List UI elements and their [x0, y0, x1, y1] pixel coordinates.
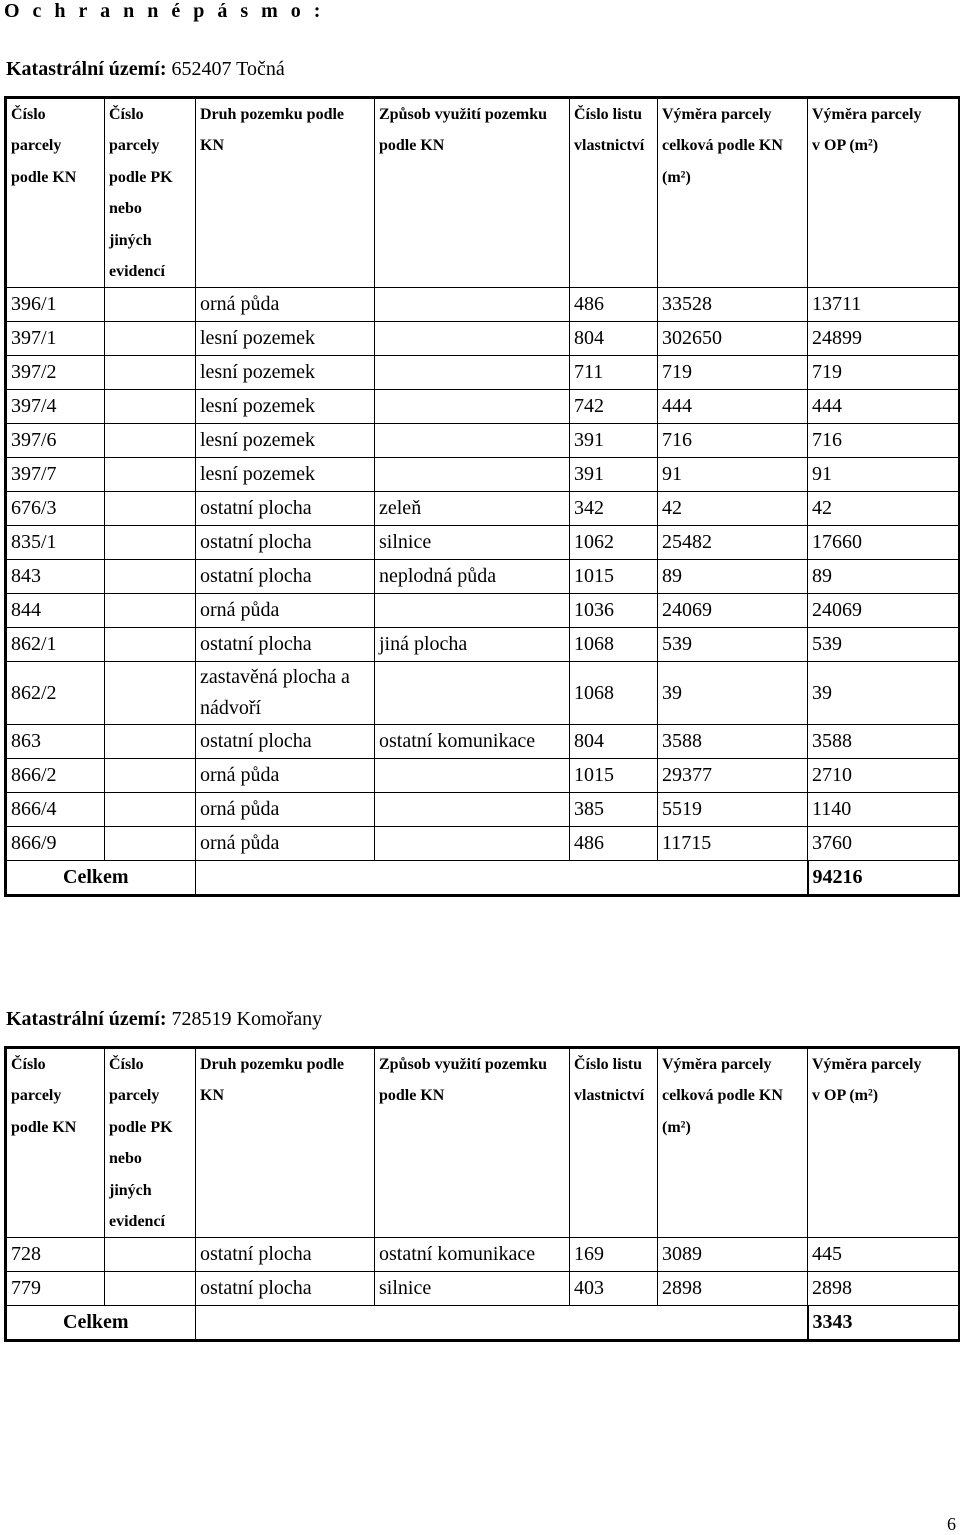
land-use-cell	[375, 458, 570, 492]
header-cell-5	[570, 98, 658, 288]
header-cell-6	[658, 1048, 808, 1238]
header-line: jiných	[109, 231, 152, 249]
land-type-cell: ostatní plocha	[196, 492, 375, 526]
land-use-cell	[375, 322, 570, 356]
land-use-cell: silnice	[375, 526, 570, 560]
header-cell-3	[196, 98, 375, 288]
parcel-pk-cell	[105, 322, 196, 356]
parcel-pk-cell	[105, 1238, 196, 1272]
parcel-kn-cell: 397/1	[6, 322, 105, 356]
table-row	[6, 560, 960, 594]
land-use-cell	[375, 759, 570, 793]
header-line: evidencí	[109, 1213, 165, 1231]
parcel-kn-cell: 862/1	[6, 628, 105, 662]
total-area-cell: 25482	[658, 526, 808, 560]
ownership-sheet-cell: 385	[570, 793, 658, 827]
total-area-cell: 539	[658, 628, 808, 662]
header-line: celková podle KN	[662, 1087, 783, 1105]
land-type-cell: orná půda	[196, 288, 375, 322]
parcel-pk-cell	[105, 492, 196, 526]
header-line: Číslo	[109, 106, 144, 123]
parcel-pk-cell	[105, 594, 196, 628]
op-area-cell: 17660	[808, 526, 960, 560]
parcel-pk-cell	[105, 662, 196, 725]
land-use-cell: ostatní komunikace	[375, 1238, 570, 1272]
land-type-cell: zastavěná plocha a nádvoří	[196, 662, 375, 725]
header-line: Číslo	[11, 106, 46, 123]
ownership-sheet-cell: 1062	[570, 526, 658, 560]
table-row	[6, 356, 960, 390]
header-line: v OP (m²)	[812, 137, 879, 155]
op-area-cell: 39	[808, 662, 960, 725]
table-row	[6, 827, 960, 861]
parcel-kn-cell: 866/9	[6, 827, 105, 861]
header-cell-3	[196, 1048, 375, 1238]
total-area-cell: 33528	[658, 288, 808, 322]
ownership-sheet-cell: 804	[570, 725, 658, 759]
header-line: parcely	[109, 1087, 160, 1105]
area-label: Katastrální území:	[6, 58, 167, 80]
header-line: Číslo listu	[574, 1056, 643, 1073]
ownership-sheet-cell: 391	[570, 424, 658, 458]
op-area-cell: 91	[808, 458, 960, 492]
ownership-sheet-cell: 711	[570, 356, 658, 390]
header-line: Výměra parcely	[662, 106, 772, 123]
parcel-kn-cell: 397/4	[6, 390, 105, 424]
header-cell-6	[658, 98, 808, 288]
ownership-sheet-cell: 391	[570, 458, 658, 492]
cadastral-area-title-2	[6, 1008, 322, 1031]
header-line: Číslo	[11, 1056, 46, 1073]
header-cell-2	[105, 1048, 196, 1238]
op-area-cell: 719	[808, 356, 960, 390]
parcel-table-komorany	[4, 1046, 960, 1342]
land-type-cell: ostatní plocha	[196, 725, 375, 759]
ownership-sheet-cell: 486	[570, 827, 658, 861]
op-area-cell: 444	[808, 390, 960, 424]
parcel-pk-cell	[105, 458, 196, 492]
total-spacer	[196, 1306, 808, 1341]
area-name: 728519 Komořany	[171, 1008, 323, 1030]
land-use-cell: ostatní komunikace	[375, 725, 570, 759]
parcel-kn-cell: 835/1	[6, 526, 105, 560]
header-cell-1	[6, 98, 105, 288]
land-type-cell: ostatní plocha	[196, 526, 375, 560]
parcel-pk-cell	[105, 288, 196, 322]
ownership-sheet-cell: 1015	[570, 759, 658, 793]
ownership-sheet-cell: 1068	[570, 662, 658, 725]
parcel-kn-cell: 866/2	[6, 759, 105, 793]
land-use-cell: jiná plocha	[375, 628, 570, 662]
land-type-cell: orná půda	[196, 827, 375, 861]
parcel-kn-cell: 863	[6, 725, 105, 759]
parcel-kn-cell: 397/7	[6, 458, 105, 492]
table-row	[6, 526, 960, 560]
header-line: Výměra parcely	[812, 1056, 922, 1073]
total-area-cell: 444	[658, 390, 808, 424]
land-type-cell: orná půda	[196, 759, 375, 793]
header-line: podle KN	[379, 1087, 445, 1105]
parcel-pk-cell	[105, 628, 196, 662]
parcel-pk-cell	[105, 793, 196, 827]
total-spacer	[196, 861, 808, 896]
table-row	[6, 322, 960, 356]
total-area-cell: 42	[658, 492, 808, 526]
header-cell-5	[570, 1048, 658, 1238]
ownership-sheet-cell: 1015	[570, 560, 658, 594]
land-type-cell: ostatní plocha	[196, 1272, 375, 1306]
total-area-cell: 719	[658, 356, 808, 390]
ownership-sheet-cell: 403	[570, 1272, 658, 1306]
total-label: Celkem	[6, 1306, 196, 1341]
op-area-cell: 24899	[808, 322, 960, 356]
land-type-cell: lesní pozemek	[196, 458, 375, 492]
parcel-pk-cell	[105, 390, 196, 424]
land-type-cell: ostatní plocha	[196, 560, 375, 594]
parcel-kn-cell: 728	[6, 1238, 105, 1272]
parcel-pk-cell	[105, 424, 196, 458]
cadastral-area-title-1	[6, 58, 285, 81]
land-type-cell: lesní pozemek	[196, 390, 375, 424]
table-row	[6, 1272, 960, 1306]
total-area-cell: 91	[658, 458, 808, 492]
land-use-cell: neplodná půda	[375, 560, 570, 594]
header-line: Druh pozemku podle	[200, 1056, 345, 1073]
parcel-kn-cell: 844	[6, 594, 105, 628]
land-use-cell	[375, 390, 570, 424]
header-line: podle PK	[109, 168, 173, 186]
parcel-table-tocna	[4, 96, 960, 897]
header-line: Výměra parcely	[812, 106, 922, 123]
table-row	[6, 288, 960, 322]
land-use-cell	[375, 594, 570, 628]
land-use-cell	[375, 662, 570, 725]
table-row	[6, 594, 960, 628]
table-row	[6, 458, 960, 492]
land-use-cell: silnice	[375, 1272, 570, 1306]
header-line: celková podle KN	[662, 137, 783, 155]
header-line: vlastnictví	[574, 1087, 645, 1105]
total-area-cell: 39	[658, 662, 808, 725]
parcel-kn-cell: 397/6	[6, 424, 105, 458]
op-area-cell: 716	[808, 424, 960, 458]
header-line: parcely	[11, 1087, 62, 1105]
total-value: 3343	[808, 1306, 960, 1341]
header-line: v OP (m²)	[812, 1087, 879, 1105]
parcel-kn-cell: 843	[6, 560, 105, 594]
header-line: Výměra parcely	[662, 1056, 772, 1073]
table-row	[6, 390, 960, 424]
total-area-cell: 29377	[658, 759, 808, 793]
ownership-sheet-cell: 169	[570, 1238, 658, 1272]
total-area-cell: 24069	[658, 594, 808, 628]
table-row	[6, 793, 960, 827]
parcel-kn-cell: 866/4	[6, 793, 105, 827]
page-number: 6	[947, 1514, 956, 1534]
header-line: Číslo	[109, 1056, 144, 1073]
land-type-cell: lesní pozemek	[196, 322, 375, 356]
table-row	[6, 662, 960, 725]
land-use-cell	[375, 827, 570, 861]
header-cell-4	[375, 98, 570, 288]
op-area-cell: 42	[808, 492, 960, 526]
total-value: 94216	[808, 861, 960, 896]
land-type-cell: ostatní plocha	[196, 628, 375, 662]
header-cell-4	[375, 1048, 570, 1238]
total-area-cell: 2898	[658, 1272, 808, 1306]
land-type-cell: orná půda	[196, 594, 375, 628]
op-area-cell: 24069	[808, 594, 960, 628]
table-row	[6, 424, 960, 458]
header-line: vlastnictví	[574, 137, 645, 155]
header-line: podle PK	[109, 1118, 173, 1136]
land-use-cell	[375, 424, 570, 458]
header-line: Způsob využití pozemku	[379, 1056, 548, 1073]
table-row	[6, 628, 960, 662]
header-line: podle KN	[379, 137, 445, 155]
ownership-sheet-cell: 1068	[570, 628, 658, 662]
op-area-cell: 1140	[808, 793, 960, 827]
parcel-pk-cell	[105, 759, 196, 793]
header-line: jiných	[109, 1181, 152, 1199]
header-line: nebo	[109, 200, 142, 218]
op-area-cell: 3588	[808, 725, 960, 759]
parcel-pk-cell	[105, 827, 196, 861]
header-line: evidencí	[109, 263, 165, 281]
total-area-cell: 11715	[658, 827, 808, 861]
header-line: nebo	[109, 1150, 142, 1168]
parcel-kn-cell: 862/2	[6, 662, 105, 725]
parcel-pk-cell	[105, 356, 196, 390]
header-line: podle KN	[11, 1118, 77, 1136]
table-header-row	[6, 1048, 960, 1238]
op-area-cell: 2710	[808, 759, 960, 793]
parcel-pk-cell	[105, 560, 196, 594]
header-cell-2	[105, 98, 196, 288]
total-area-cell: 5519	[658, 793, 808, 827]
total-area-cell: 89	[658, 560, 808, 594]
land-type-cell: ostatní plocha	[196, 1238, 375, 1272]
op-area-cell: 89	[808, 560, 960, 594]
parcel-pk-cell	[105, 725, 196, 759]
header-line: podle KN	[11, 168, 77, 186]
header-line: Číslo listu	[574, 106, 643, 123]
parcel-kn-cell: 397/2	[6, 356, 105, 390]
op-area-cell: 539	[808, 628, 960, 662]
header-line: parcely	[109, 137, 160, 155]
total-area-cell: 3588	[658, 725, 808, 759]
parcel-pk-cell	[105, 1272, 196, 1306]
land-use-cell	[375, 793, 570, 827]
parcel-pk-cell	[105, 526, 196, 560]
land-use-cell	[375, 356, 570, 390]
op-area-cell: 13711	[808, 288, 960, 322]
total-row	[6, 861, 960, 896]
op-area-cell: 3760	[808, 827, 960, 861]
ownership-sheet-cell: 742	[570, 390, 658, 424]
ownership-sheet-cell: 1036	[570, 594, 658, 628]
header-cell-7	[808, 98, 960, 288]
total-label: Celkem	[6, 861, 196, 896]
parcel-kn-cell: 676/3	[6, 492, 105, 526]
total-row	[6, 1306, 960, 1341]
table-row	[6, 492, 960, 526]
ownership-sheet-cell: 804	[570, 322, 658, 356]
header-cell-1	[6, 1048, 105, 1238]
ownership-sheet-cell: 486	[570, 288, 658, 322]
total-area-cell: 716	[658, 424, 808, 458]
total-area-cell: 302650	[658, 322, 808, 356]
page-heading: O c h r a n n é p á s m o :	[4, 0, 325, 22]
land-use-cell	[375, 288, 570, 322]
parcel-kn-cell: 779	[6, 1272, 105, 1306]
land-type-cell: lesní pozemek	[196, 356, 375, 390]
land-type-cell: orná půda	[196, 793, 375, 827]
header-line: Způsob využití pozemku	[379, 106, 548, 123]
area-name: 652407 Točná	[171, 58, 285, 80]
header-line: Druh pozemku podle	[200, 106, 345, 123]
header-line: KN	[200, 137, 224, 155]
table-row	[6, 759, 960, 793]
table-row	[6, 1238, 960, 1272]
op-area-cell: 2898	[808, 1272, 960, 1306]
land-type-cell: lesní pozemek	[196, 424, 375, 458]
header-line: KN	[200, 1087, 224, 1105]
header-line: (m²)	[662, 1118, 691, 1136]
ownership-sheet-cell: 342	[570, 492, 658, 526]
header-cell-7	[808, 1048, 960, 1238]
area-label: Katastrální území:	[6, 1008, 167, 1030]
op-area-cell: 445	[808, 1238, 960, 1272]
parcel-kn-cell: 396/1	[6, 288, 105, 322]
land-use-cell: zeleň	[375, 492, 570, 526]
total-area-cell: 3089	[658, 1238, 808, 1272]
header-line: parcely	[11, 137, 62, 155]
table-row	[6, 725, 960, 759]
header-line: (m²)	[662, 168, 691, 186]
table-header-row	[6, 98, 960, 288]
